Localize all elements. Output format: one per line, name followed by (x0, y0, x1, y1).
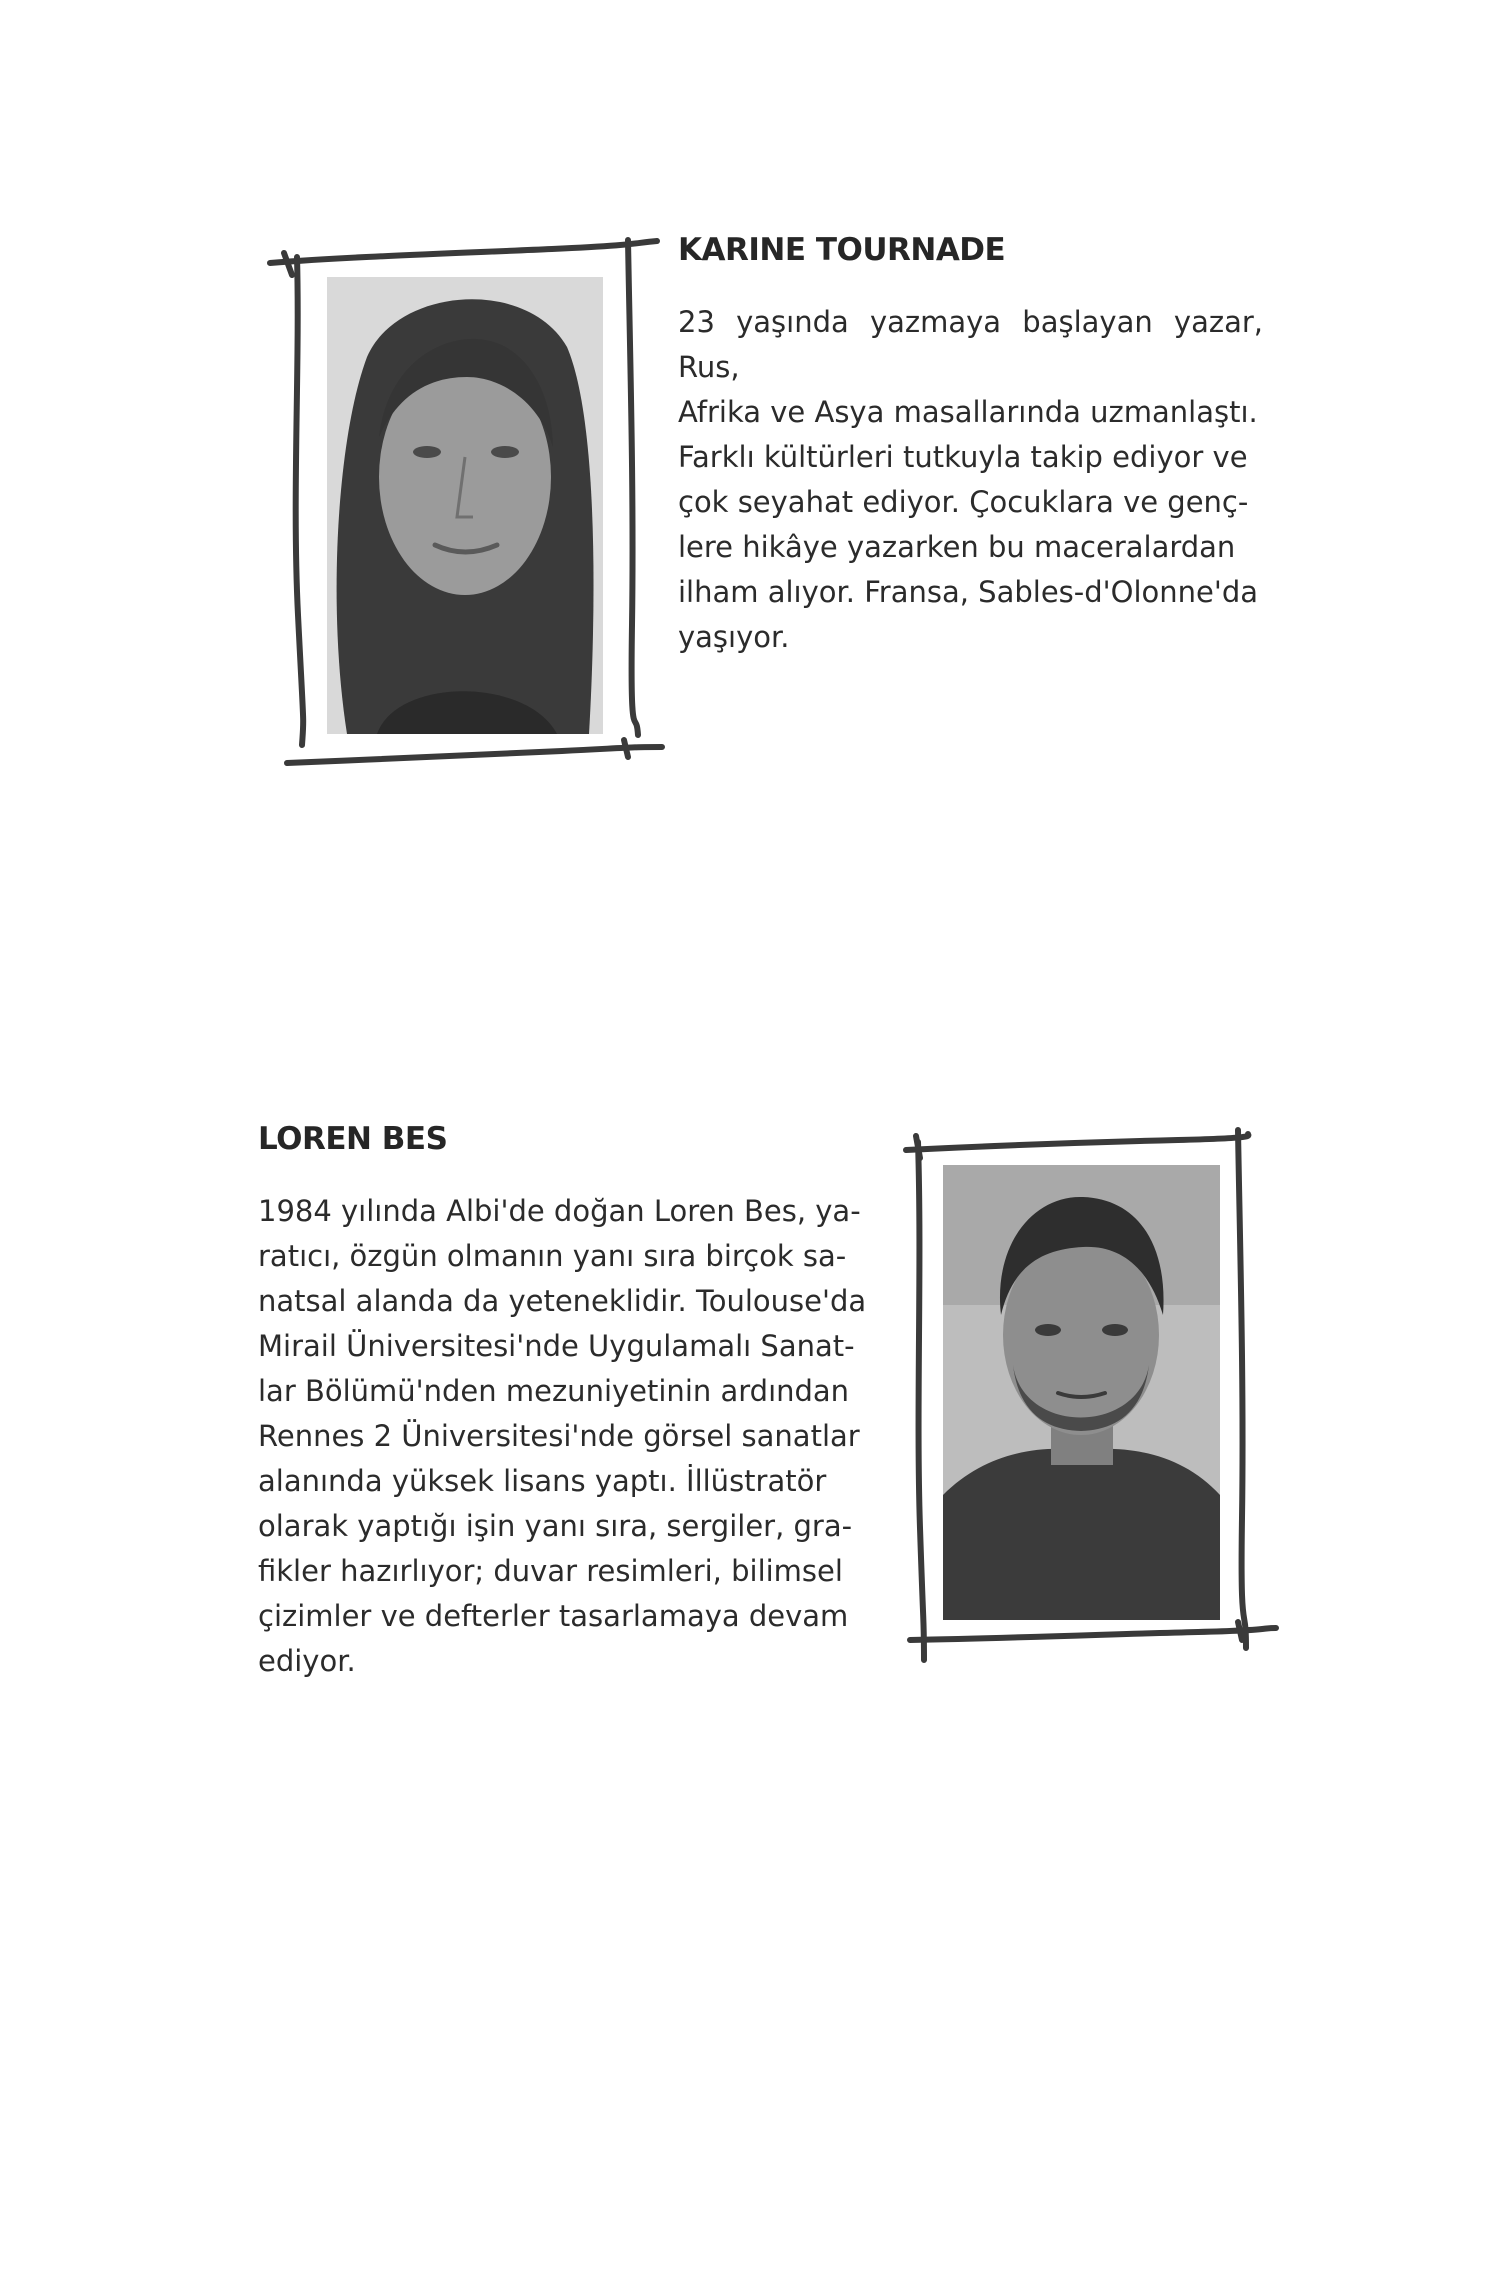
bio-line: 23 yaşında yazmaya başlayan yazar, Rus, (678, 305, 1263, 384)
bio-line: çok seyahat ediyor. Çocuklara ve genç- (678, 485, 1249, 519)
author-photo-karine-tournade (327, 277, 603, 734)
bio-line: natsal alanda da yeteneklidir. Toulouse'da (258, 1284, 867, 1318)
author-bio-text (258, 1189, 878, 1684)
bio-line: alanında yüksek lisans yaptı. İllüstratör (258, 1464, 827, 1498)
bio-line: fikler hazırlıyor; duvar resimleri, bilimsel (258, 1554, 843, 1588)
bio-line: 1984 yılında Albi'de doğan Loren Bes, ya- (258, 1194, 861, 1228)
bio-line: ratıcı, özgün olmanın yanı sıra birçok sa- (258, 1239, 847, 1273)
bio-line: ilham alıyor. Fransa, Sables-d'Olonne'da (678, 575, 1258, 609)
bio-line: Mirail Üniversitesi'nde Uygulamalı Sanat- (258, 1329, 855, 1363)
bio-line: çizimler ve defterler tasarlamaya devam (258, 1599, 849, 1633)
author-bio-loren-bes (258, 1121, 878, 1684)
bio-line: olarak yaptığı işin yanı sıra, sergiler, gra- (258, 1509, 853, 1543)
bio-line: Farklı kültürleri tutkuyla takip ediyor ve (678, 440, 1248, 474)
bio-line: Rennes 2 Üniversitesi'nde görsel sanatlar (258, 1419, 860, 1453)
bio-line: ediyor. (258, 1644, 356, 1678)
author-name: LOREN BES (258, 1121, 448, 1157)
bio-line: lere hikâye yazarken bu maceralardan (678, 530, 1236, 564)
author-bio-karine-tournade (678, 232, 1263, 660)
bio-line: Afrika ve Asya masallarında uzmanlaştı. (678, 395, 1258, 429)
author-photo-loren-bes (943, 1165, 1220, 1620)
bio-line: yaşıyor. (678, 620, 790, 654)
author-bio-text (678, 300, 1263, 660)
author-name: KARINE TOURNADE (678, 232, 1006, 268)
bio-line: lar Bölümü'nden mezuniyetinin ardından (258, 1374, 850, 1408)
